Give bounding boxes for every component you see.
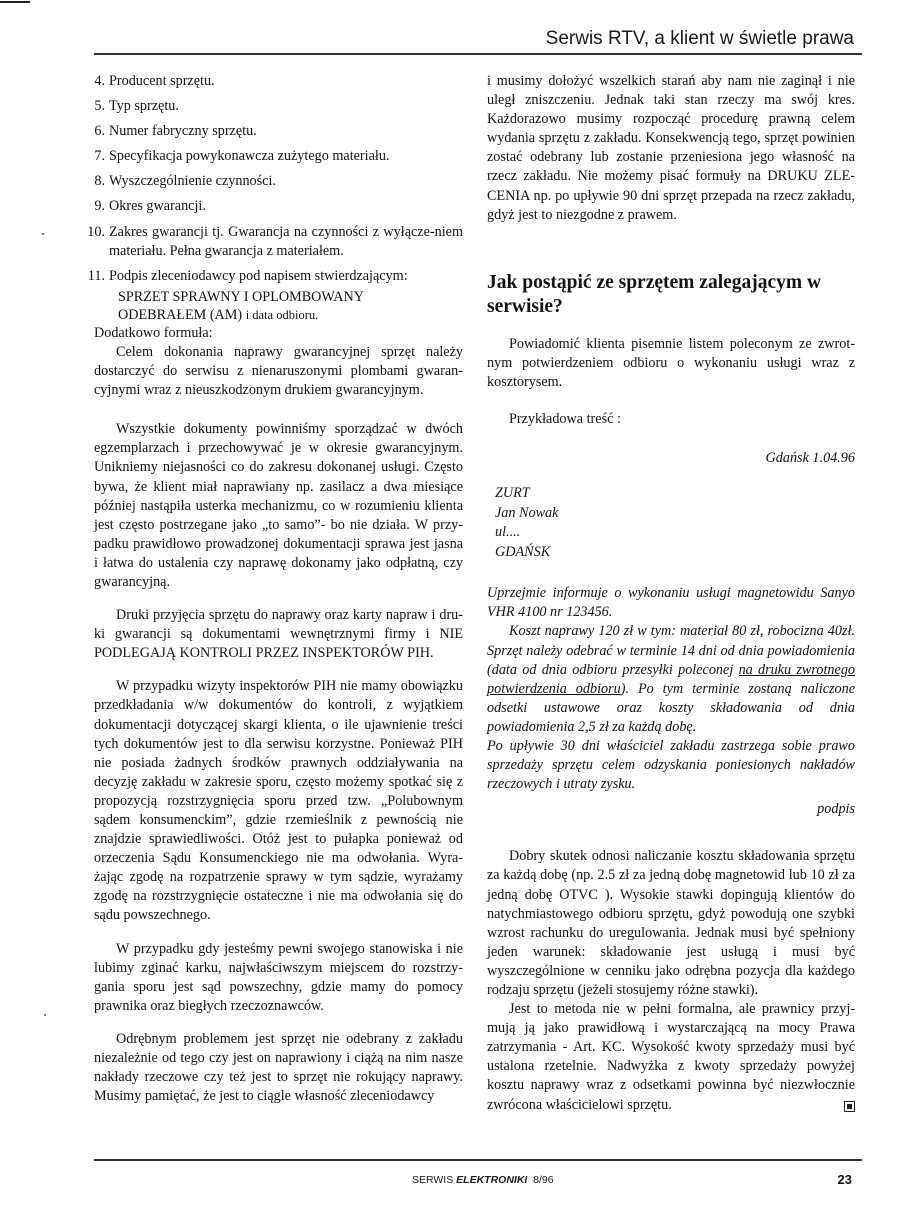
footer-magazine: SERWIS ELEKTRONIKI 8/96 bbox=[412, 1174, 554, 1186]
letter-date: Gdańsk 1.04.96 bbox=[765, 450, 855, 467]
list-item: 10. Zakres gwarancji tj. Gwarancja na czynności z wyłącze-niem materiału. Pełna gwarancja z materiałem. bbox=[87, 223, 463, 259]
list-item: 9. Okres gwarancji. bbox=[94, 198, 206, 215]
paragraph: Odrębnym problemem jest sprzęt nie odebrany z zakładu niezależnie od tego czy jest on naprawiony i ciążą na nim nasze nakłady rzeczowe czy też jest to sprzęt nie rokujący naprawy. Musimy pamiętać, że jest to ciągle własność zleceniodawcy bbox=[94, 1030, 463, 1105]
paragraph: Jest to metoda nie w pełni formalna, ale prawnicy przyj-mują ją jako prawidłową i wystarczającą na mocy Prawa zatrzymania - Art. KC. Wysokość kwoty sprzedaży musi być ustalona rzetelnie. Nadwyżka z kwoty sprzedaży powyżej kosztu naprawy wraz z odsetkami powinna być niezwłocznie zwrócona właścicielowi sprzętu. bbox=[487, 1001, 855, 1113]
letter-paragraph: Po upływie 30 dni właściciel zakładu zastrzega sobie prawo sprzedaży sprzętu celem odzyskania poniesionych nakładów rzeczowych i utraty zysku. bbox=[487, 737, 855, 793]
list-item: 6. Numer fabryczny sprzętu. bbox=[94, 123, 257, 140]
requirements-list bbox=[87, 72, 463, 286]
list-item: 11. Podpis zleceniodawcy pod napisem stwierdzającym: bbox=[87, 267, 408, 284]
stamp-text-line-1: SPRZET SPRAWNY I OPLOMBOWANY bbox=[118, 288, 364, 305]
running-header: Serwis RTV, a klient w świetle prawa bbox=[545, 28, 854, 49]
paragraph: Druki przyjęcia sprzętu do naprawy oraz karty napraw i dru-ki gwarancji są dokumentami wewnętrznymi firmy i NIE PODLEGAJĄ KONTROLI PRZEZ INSPEKTORÓW PIH. bbox=[94, 607, 463, 662]
right-column bbox=[487, 72, 855, 1115]
signature: podpis bbox=[817, 801, 855, 818]
address-line: ul.... bbox=[495, 524, 521, 541]
paragraph: Powiadomić klienta pisemnie listem poleconym ze zwrot-nym potwierdzeniem odbioru o wykonaniu usługi wraz z kosztorysem. bbox=[487, 335, 855, 390]
letter-paragraph: Koszt naprawy 120 zł w tym: materiał 80 zł, robocizna 40zł. Sprzęt należy odebrać w terminie 14 dni od dnia powiadomienia (data od dnia odbioru przesyłki poleconej na druku zwrotnego potwierdzenia odbioru). Po tym terminie zostaną naliczone odsetki ustawowe oraz koszty składowania od dnia powiadomienia 2,5 zł za każdą dobę. bbox=[487, 623, 856, 735]
stamp-text-line-2: ODEBRAŁEM (AM) i data odbioru. bbox=[118, 306, 319, 323]
formula-label: Dodatkowo formuła: bbox=[94, 324, 213, 341]
header-rule bbox=[94, 53, 862, 55]
paragraph: Wszystkie dokumenty powinniśmy sporządzać w dwóch egzemplarzach i przechowywać je w okresie gwarancyjnym. Unikniemy niejasności co do zakresu dokonanej usługi. Często bywa, że klient miał naprawiany np. zasilacz a dwa miesiące później nastąpiła usterka mechanizmu, co w rozumieniu klienta jest często postrzegane jako „to samo”- bo nie działa. W przy-padku prawidłowo prowadzonej dokumentacji sprawa jest jasna i łatwa do ustalenia czy naprawę dokonamy jako odpłatną, czy gwarancyjną. bbox=[94, 421, 463, 590]
address-line: ZURT bbox=[495, 485, 530, 502]
example-label: Przykładowa treść : bbox=[509, 411, 621, 428]
section-heading: Jak postąpić ze sprzętem zalegającym w serwisie? bbox=[487, 271, 822, 317]
paragraph: i musimy dołożyć wszelkich starań aby nam nie zaginął i nie uległ zniszczeniu. Jednak taki stan rzeczy ma swój kres. Każdorazowo musimy rozpocząć procedurę prawną celem wydania sprzętu z zakładu. Konsekwencją tego, sprzęt powinien zostać odebrany lub zostanie przeniesiona jego własność na rzecz zakładu. Nie możemy pisać formuły na DRUKU ZLE-CENIA np. po upływie 90 dni sprzęt przepada na rzecz zakładu, gdyż jest to niezgodne z prawem. bbox=[487, 73, 855, 223]
paragraph: Dobry skutek odnosi naliczanie kosztu składowania sprzętu za każdą dobę (np. 2.5 zł za jedną dobę magnetowid lub 10 zł za jedną dobę OTVC ). Wysokie stawki dopingują klientów do natychmiastowego odbioru sprzętu, gdyż powodują one szybki wzrost rachunku do uregulowania. Jednak musi być spełniony jeden warunek: składowanie jest usługą i musi być wyszczególnione w cenniku jako odrębna pozycja dla każdego rodzaju sprzętu (jeżeli stosujemy różne stawki). bbox=[487, 848, 855, 998]
address-line: Jan Nowak bbox=[495, 504, 559, 521]
letter-paragraph: Uprzejmie informuje o wykonaniu usługi magnetowidu Sanyo VHR 4100 nr 123456. bbox=[487, 585, 855, 621]
scan-speck bbox=[42, 233, 44, 235]
paragraph: W przypadku gdy jesteśmy pewni swojego stanowiska i nie lubimy zginać karku, najwłaściwszym miejscem do rozstrzy-gania sporu jest sąd powszechny, gdzie mamy do pomocy prawnika oraz biegłych rzeczoznawców. bbox=[94, 940, 463, 1014]
corner-mark bbox=[0, 1, 30, 3]
scan-speck bbox=[44, 1014, 46, 1016]
list-item: 7. Specyfikacja powykonawcza zużytego materiału. bbox=[94, 148, 390, 165]
page-number: 23 bbox=[837, 1172, 852, 1187]
list-item: 8. Wyszczególnienie czynności. bbox=[94, 173, 276, 190]
end-of-article-icon bbox=[844, 1101, 855, 1112]
underlined-phrase: na druku zwrotnego potwierdzenia odbioru bbox=[487, 661, 856, 697]
left-column bbox=[87, 72, 463, 1106]
address-line: GDAŃSK bbox=[495, 543, 551, 560]
paragraph: Celem dokonania naprawy gwarancyjnej sprzęt należy dostarczyć do serwisu z nienaruszonymi plombami gwaran-cyjnymi wraz z nieuszkodzonym drukiem gwarancyjnym. bbox=[94, 343, 463, 399]
list-item: 5. Typ sprzętu. bbox=[94, 98, 179, 115]
list-item: 4. Producent sprzętu. bbox=[94, 73, 215, 89]
paragraph: W przypadku wizyty inspektorów PIH nie mamy obowiązku przedkładania w/w dokumentów do kontroli, z wyjątkiem dokumentacji dotyczącej skargi klienta, o ile ujawnienie treści tych dokumentów jest to dla serwisu korzystne. Ponieważ PIH nie posiada żadnych środków prawnych oddziaływania na decyzję zakładu w zakresie sporu, często możemy spotkać się z propozycją rozstrzygnięcia sporu przed tzw. „Polubownym sądem konsumenckim”, gdzie rzemieślnik z pewnością nie znajdzie sprawiedliwości. Otóż jest to pułapka ponieważ od orzeczenia Sądu Konsumenckiego nie ma odwołania. Wyra-żając zgodę na rozpatrzenie sprawy w tym sądzie, wyrażamy zgodę na rozstrzygnięcie ostateczne i nie ma odwołania się do sądu powszechnego. bbox=[94, 678, 463, 924]
footer-rule bbox=[94, 1159, 862, 1161]
